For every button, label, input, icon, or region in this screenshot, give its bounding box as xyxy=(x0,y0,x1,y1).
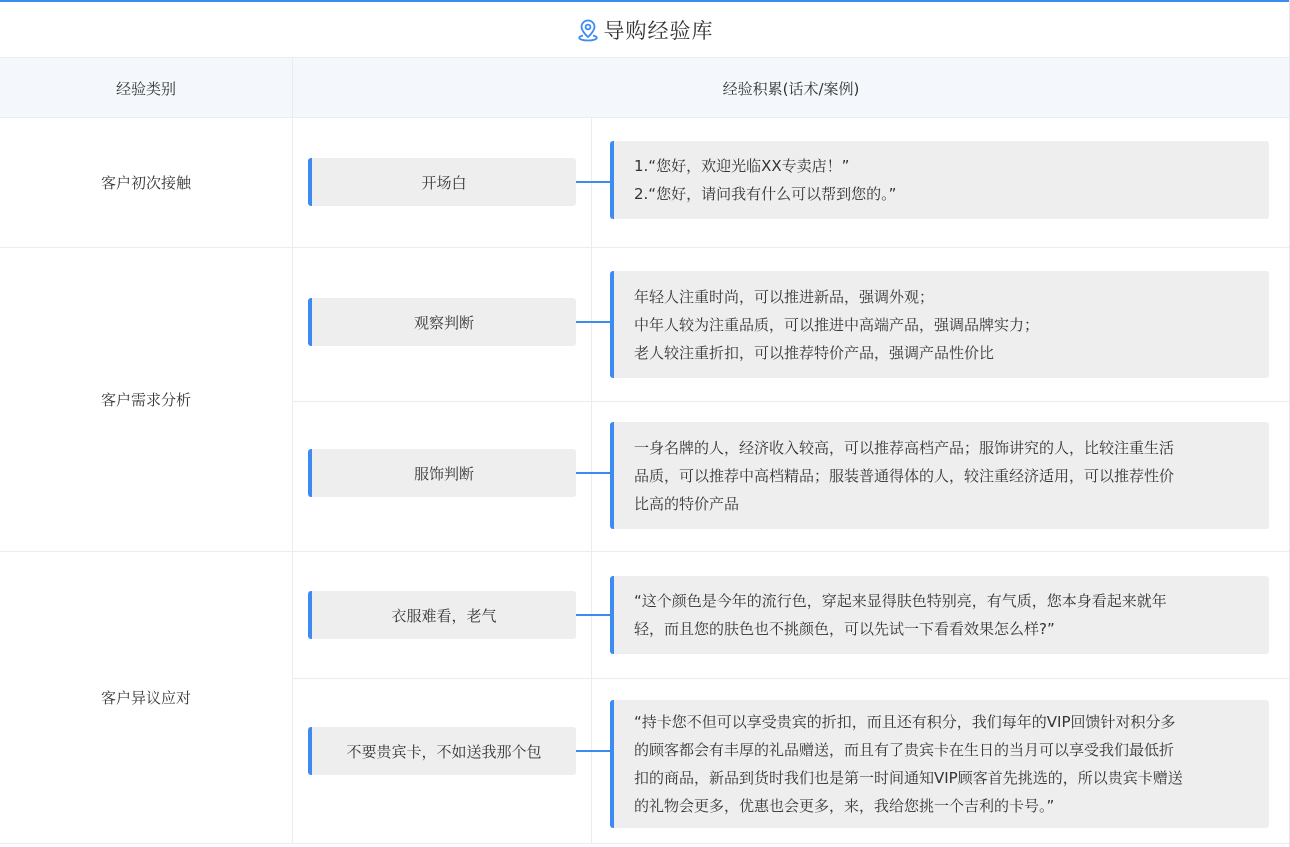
script-note xyxy=(610,422,1269,529)
scenario-tag[interactable]: 观察判断 xyxy=(308,298,576,346)
scenario-tag[interactable]: 衣服难看，老气 xyxy=(308,591,576,639)
script-line: 1.“您好，欢迎光临XX专卖店！” xyxy=(634,157,850,175)
table-header xyxy=(0,58,1289,118)
script-line: 比高的特价产品 xyxy=(634,494,740,513)
category-label: 客户需求分析 xyxy=(0,248,293,551)
experience-row xyxy=(293,118,1289,247)
script-line: 轻，而且您的肤色也不挑颜色，可以先试一下看看效果怎么样?” xyxy=(634,620,1055,638)
experience-row xyxy=(293,401,1289,551)
script-line: 的顾客都会有丰厚的礼品赠送，而且有了贵宾卡在生日的当月可以享受我们最低折 xyxy=(634,741,1175,759)
page-title: 导购经验库 xyxy=(603,18,714,43)
script-note xyxy=(610,271,1269,378)
column-header-category: 经验类别 xyxy=(0,58,293,118)
connector-line xyxy=(576,750,610,752)
experience-row xyxy=(293,248,1289,402)
connector-line xyxy=(576,321,610,323)
script-line: “持卡您不但可以享受贵宾的折扣，而且还有积分，我们每年的VIP回馈针对积分多 xyxy=(634,713,1176,731)
scenario-tag[interactable]: 不要贵宾卡，不如送我那个包 xyxy=(308,727,576,775)
experience-row xyxy=(293,552,1289,679)
category-label: 客户异议应对 xyxy=(0,552,293,843)
column-divider xyxy=(591,402,592,551)
script-line: “这个颜色是今年的流行色，穿起来显得肤色特别亮，有气质，您本身看起来就年 xyxy=(634,592,1167,610)
connector-line xyxy=(576,614,610,616)
category-group xyxy=(0,118,1289,248)
title-bar xyxy=(0,2,1289,58)
column-divider xyxy=(591,679,592,843)
script-line: 一身名牌的人，经济收入较高，可以推荐高档产品；服饰讲究的人，比较注重生活 xyxy=(634,438,1175,457)
connector-line xyxy=(576,181,610,183)
script-line: 年轻人注重时尚，可以推进新品，强调外观； xyxy=(634,287,935,306)
category-label: 客户初次接触 xyxy=(0,118,293,247)
script-line: 老人较注重折扣，可以推荐特价产品，强调产品性价比 xyxy=(634,343,995,362)
script-note xyxy=(610,700,1269,828)
script-note xyxy=(610,576,1269,654)
experience-row xyxy=(293,678,1289,843)
script-note xyxy=(610,141,1269,219)
script-line: 中年人较为注重品质，可以推进中高端产品，强调品牌实力； xyxy=(634,315,1040,334)
location-pin-icon xyxy=(576,18,600,42)
scenario-tag[interactable]: 开场白 xyxy=(308,158,576,206)
scenario-tag[interactable]: 服饰判断 xyxy=(308,449,576,497)
script-line: 2.“您好，请问我有什么可以帮到您的。” xyxy=(634,185,897,203)
column-header-experience: 经验积累(话术/案例) xyxy=(722,79,860,98)
category-group xyxy=(0,552,1289,844)
script-line: 扣的商品，新品到货时我们也是第一时间通知VIP顾客首先挑选的，所以贵宾卡赠送 xyxy=(634,769,1183,787)
script-line: 的礼物会更多，优惠也会更多，来，我给您挑一个吉利的卡号。” xyxy=(634,797,1055,815)
column-divider xyxy=(591,248,592,402)
script-line: 品质，可以推荐中高档精品；服装普通得体的人，较注重经济适用，可以推荐性价 xyxy=(634,466,1175,485)
category-group xyxy=(0,248,1289,552)
connector-line xyxy=(576,472,610,474)
